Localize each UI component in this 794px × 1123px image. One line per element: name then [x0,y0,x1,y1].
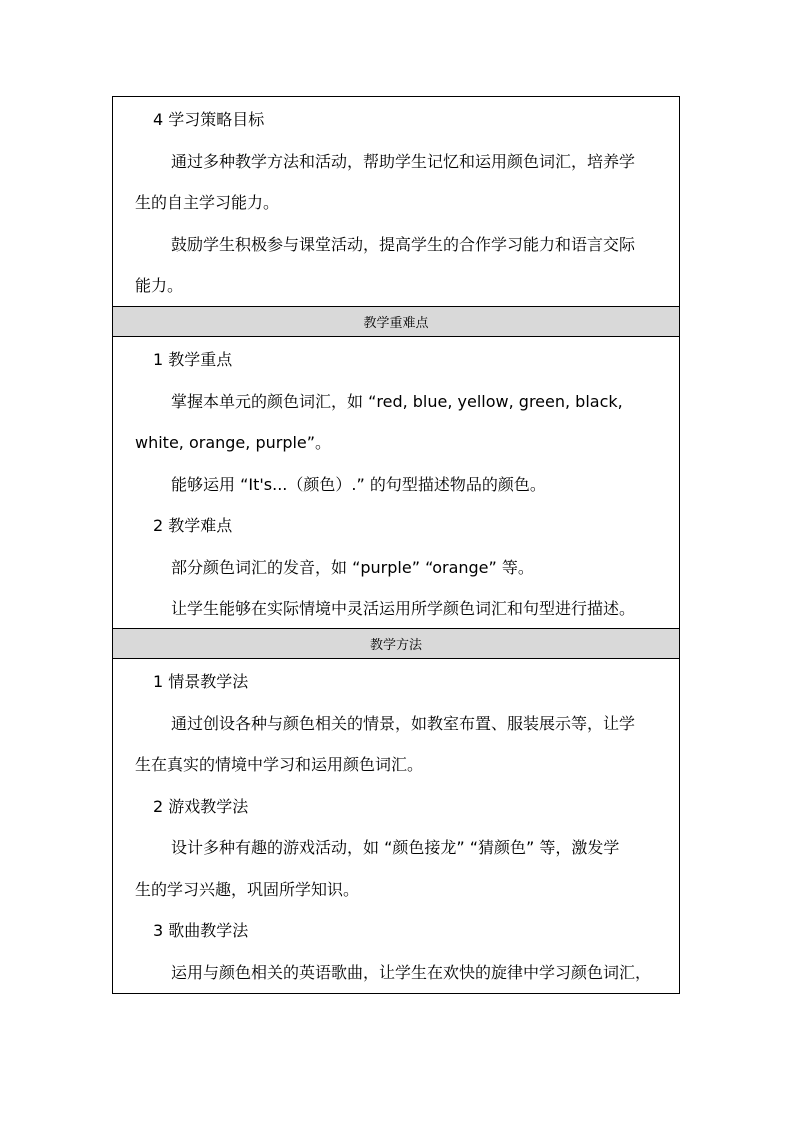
teaching-methods-section [113,659,679,993]
paragraph-line: 能力。 [135,276,184,295]
paragraph-line: 运用与颜色相关的英语歌曲，让学生在欢快的旋律中学习颜色词汇， [171,963,652,982]
paragraph-line: 通过创设各种与颜色相关的情景，如教室布置、服装展示等，让学 [171,714,636,733]
paragraph-line: 设计多种有趣的游戏活动，如 “颜色接龙” “猜颜色” 等，激发学 [171,838,620,857]
paragraph-line: white, orange, purple”。 [135,433,332,452]
key-difficult-points-header: 教学重难点 [113,306,679,337]
paragraph-line: 掌握本单元的颜色词汇，如 “red, blue, yellow, green, black, [171,392,623,411]
teaching-methods-header: 教学方法 [113,628,679,659]
section-heading: 1 情景教学法 [153,672,249,691]
paragraph-line: 让学生能够在实际情境中灵活运用所学颜色词汇和句型进行描述。 [171,599,636,618]
paragraph-line: 生在真实的情境中学习和运用颜色词汇。 [135,755,424,774]
key-difficult-points-section [113,337,679,628]
paragraph-line: 生的学习兴趣，巩固所学知识。 [135,880,360,899]
learning-strategy-section [113,97,679,306]
section-heading: 4 学习策略目标 [153,110,265,129]
section-heading: 2 游戏教学法 [153,797,249,816]
section-heading: 3 歌曲教学法 [153,921,249,940]
paragraph-line: 鼓励学生积极参与课堂活动，提高学生的合作学习能力和语言交际 [171,235,636,254]
paragraph-line: 能够运用 “It's...（颜色）.” 的句型描述物品的颜色。 [171,475,546,494]
section-heading: 1 教学重点 [153,350,233,369]
paragraph-line: 生的自主学习能力。 [135,193,280,212]
paragraph-line: 部分颜色词汇的发音，如 “purple” “orange” 等。 [171,558,534,577]
section-heading: 2 教学难点 [153,516,233,535]
lesson-plan-table [112,96,680,994]
paragraph-line: 通过多种教学方法和活动，帮助学生记忆和运用颜色词汇，培养学 [171,152,636,171]
